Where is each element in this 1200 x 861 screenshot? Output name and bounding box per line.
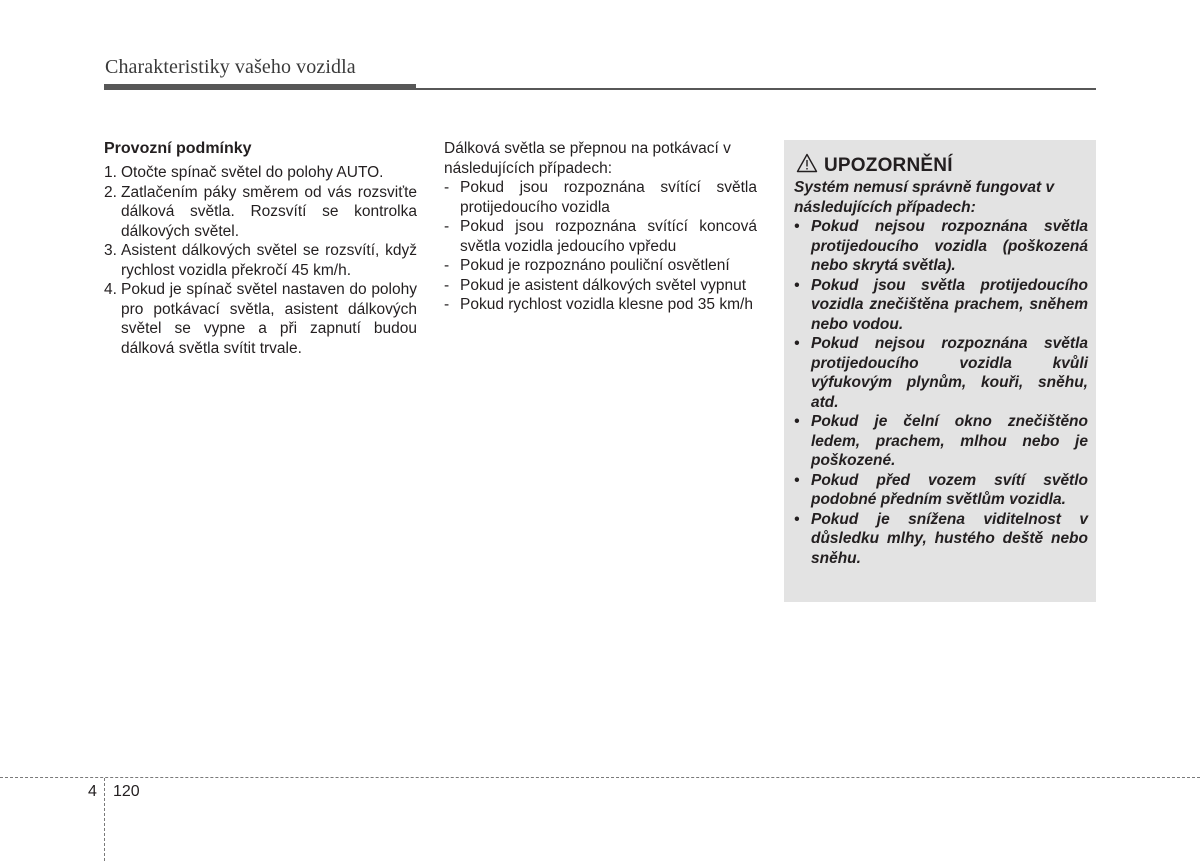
warning-body (794, 178, 1088, 568)
chapter-number: 4 (88, 783, 97, 800)
middle-intro: Dálková světla se přepnou na potkávací v následujících případech: (444, 140, 731, 177)
warning-title: UPOZORNĚNÍ (824, 154, 953, 176)
list-item (794, 471, 1088, 510)
condition-text: Pokud rychlost vozidla klesne pod 35 km/h (460, 296, 753, 313)
warning-item-text: Pokud nejsou rozpoznána světla protijedoucího vozidla (poškozená nebo skrytá světla). (811, 218, 1088, 274)
warning-header (796, 153, 953, 178)
middle-column (444, 139, 757, 315)
step-number: 4. (104, 281, 117, 298)
list-item (104, 241, 417, 280)
bullet-mark: • (794, 218, 800, 235)
list-item (794, 510, 1088, 569)
list-item (444, 295, 757, 315)
list-item (444, 276, 757, 296)
list-item (794, 412, 1088, 471)
header-rule-thin (416, 88, 1096, 90)
warning-item-text: Pokud je čelní okno znečištěno ledem, prachem, mlhou nebo je poškozené. (811, 413, 1088, 469)
dash-mark: - (444, 257, 450, 274)
list-item (794, 276, 1088, 335)
step-number: 2. (104, 183, 117, 201)
footer-rule (0, 777, 1200, 778)
step-text: Pokud je spínač světel nastaven do polohy pro potkávací světla, asistent dálkových světel se vypne a při zapnutí budou dálková světla svítit trvale. (121, 281, 417, 357)
list-item (104, 163, 417, 183)
step-text: Zatlačením páky směrem od vás rozsviťte dálková světla. Rozsvítí se kontrolka dálkových světel. (121, 183, 417, 240)
list-item (444, 178, 757, 217)
header-title: Charakteristiky vašeho vozidla (105, 56, 356, 78)
warning-item-text: Pokud je snížena viditelnost v důsledku mlhy, hustého deště nebo sněhu. (811, 510, 1088, 567)
bullet-mark: • (794, 510, 800, 528)
condition-text: Pokud jsou rozpoznána svítící koncová světla vozidla jedoucího vpředu (460, 218, 757, 255)
header-rule-thick (104, 84, 416, 90)
condition-text: Pokud jsou rozpoznána svítící světla protijedoucího vozidla (460, 179, 757, 216)
section-heading: Provozní podmínky (104, 140, 252, 157)
dash-mark: - (444, 179, 450, 196)
bullet-mark: • (794, 335, 800, 352)
warning-box (784, 140, 1096, 602)
step-text: Otočte spínač světel do polohy AUTO. (121, 164, 384, 181)
condition-text: Pokud je asistent dálkových světel vypnut (460, 276, 747, 294)
dash-mark: - (444, 296, 450, 313)
warning-item-text: Pokud jsou světla protijedoucího vozidla znečištěna prachem, sněhem nebo vodou. (811, 276, 1088, 333)
step-number: 1. (104, 164, 117, 181)
dash-mark: - (444, 218, 450, 235)
conditions-list (444, 178, 757, 315)
bullet-mark: • (794, 276, 800, 294)
bullet-mark: • (794, 413, 800, 430)
footer-divider (104, 778, 105, 861)
page-number: 120 (113, 783, 140, 800)
warning-intro: Systém nemusí správně fungovat v následujících případech: (794, 179, 1055, 216)
condition-text: Pokud je rozpoznáno pouliční osvětlení (460, 257, 730, 274)
dash-mark: - (444, 276, 450, 294)
step-text: Asistent dálkových světel se rozsvítí, když rychlost vozidla překročí 45 km/h. (121, 242, 417, 279)
list-item (444, 256, 757, 276)
warning-list (794, 217, 1088, 568)
list-item (104, 280, 417, 358)
warning-triangle-icon (796, 153, 818, 178)
list-item (794, 334, 1088, 412)
list-item (104, 183, 417, 242)
list-item (794, 217, 1088, 276)
list-item (444, 217, 757, 256)
step-number: 3. (104, 242, 117, 259)
warning-item-text: Pokud nejsou rozpoznána světla protijedoucího vozidla kvůli výfukovým plynům, kouři, sněhu, atd. (811, 335, 1088, 411)
left-column (104, 139, 417, 358)
steps-list (104, 163, 417, 358)
bullet-mark: • (794, 471, 800, 489)
warning-item-text: Pokud před vozem svítí světlo podobné předním světlům vozidla. (811, 471, 1088, 508)
